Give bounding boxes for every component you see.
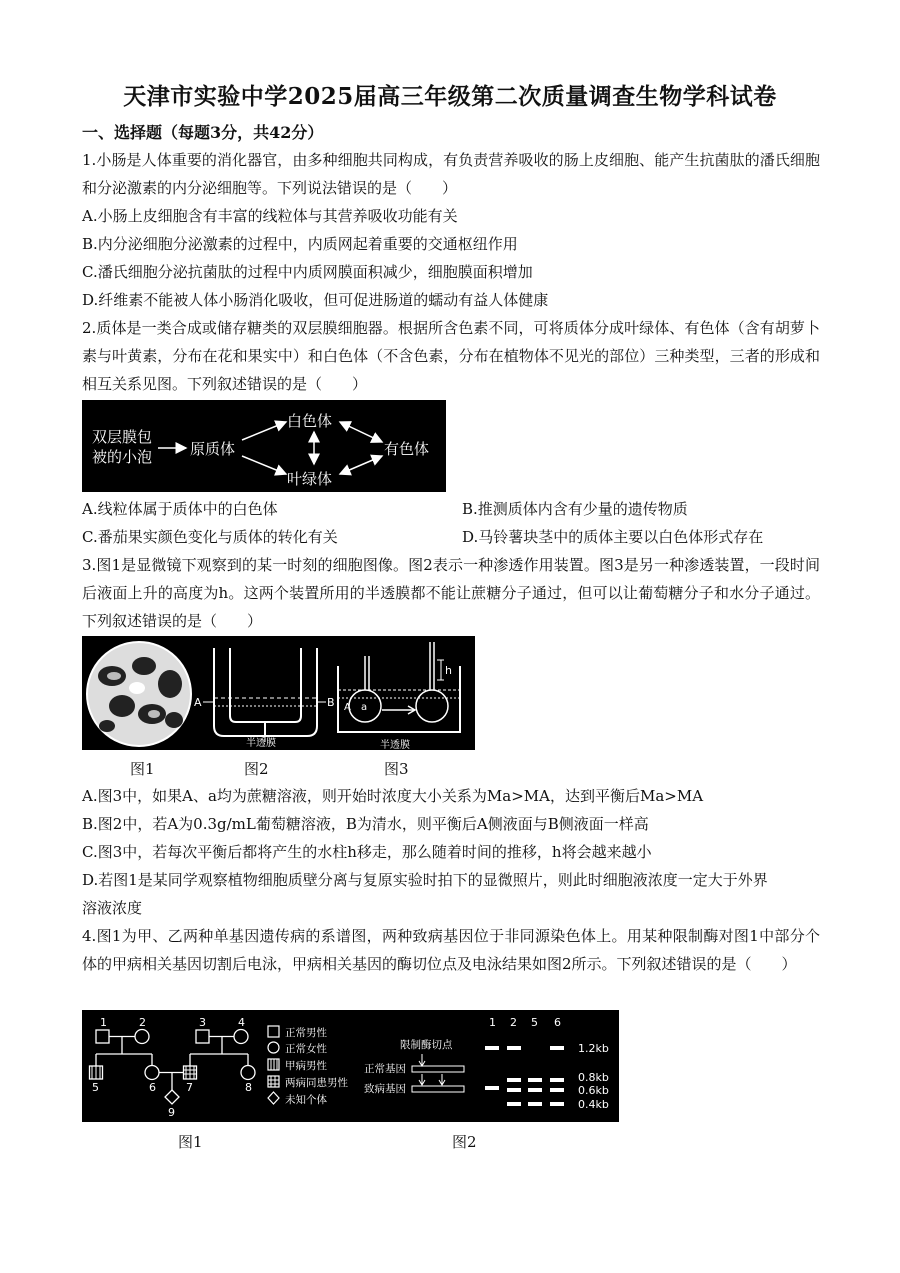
id-2: 2 [139, 1016, 146, 1029]
band-5-0.8kb [528, 1078, 542, 1082]
band-6-0.4kb [550, 1102, 564, 1106]
label-b-side: B [327, 696, 335, 709]
id-7: 7 [186, 1081, 193, 1094]
q2-option-b: B.推测质体内含有少量的遗传物质 [462, 500, 688, 518]
id-9: 9 [168, 1106, 175, 1119]
q2-option-a: A.线粒体属于质体中的白色体 [82, 500, 278, 518]
semipermeable-membrane-label-3: 半透膜 [380, 740, 410, 750]
q1-option-d: D.纤维素不能被人体小肠消化吸收，但可促进肠道的蠕动有益人体健康 [82, 291, 549, 309]
legend-unknown-individual: 未知个体 [285, 1094, 327, 1106]
band-5-0.4kb [528, 1102, 542, 1106]
arrow-proplastid-leucoplast [242, 422, 286, 440]
band-6-0.8kb [550, 1078, 564, 1082]
q2-plastid-figure [82, 400, 446, 492]
q1-option-c: C.潘氏细胞分泌抗菌肽的过程中内质网膜面积减少，细胞膜面积增加 [82, 263, 533, 281]
section-heading: 一、选择题（每题3分，共42分） [82, 123, 324, 142]
q3-fig2-caption: 图2 [244, 760, 269, 778]
q3-option-c: C.图3中，若每次平衡后都将产生的水柱h移走，那么随着时间的推移，h将会越来越小 [82, 843, 652, 861]
q3-stem: 3.图1是显微镜下观察到的某一时刻的细胞图像。图2表示一种渗透作用装置。图3是另一种渗透装置，一段时间后液面上升的高度为h。这两个装置所用的半透膜都不能让蔗糖分子通过，但可以让葡萄糖分子和水分子通过。下列叙述错误的是（ ） [82, 556, 820, 630]
gel-bands [485, 1046, 564, 1106]
semipermeable-membrane-label-2: 半透膜 [246, 738, 276, 749]
legend-both-diseases-male: 两病同患男性 [285, 1077, 348, 1089]
chloroplast-label: 叶绿体 [287, 470, 333, 488]
pedigree-legend [268, 1026, 348, 1106]
id-3: 3 [199, 1016, 206, 1029]
disease-gene-label: 致病基因 [364, 1083, 406, 1095]
microscope-cells-image [87, 642, 191, 746]
band-1-0.8kb [485, 1086, 499, 1090]
id-5: 5 [92, 1081, 99, 1094]
band-5-0.6kb [528, 1088, 542, 1092]
id-6: 6 [149, 1081, 156, 1094]
u-tube-device [214, 648, 317, 742]
restriction-site-label: 限制酶切点 [400, 1039, 453, 1051]
band-1-1.2kb [485, 1046, 499, 1050]
vesicle-label-2: 被的小泡 [92, 448, 153, 466]
restriction-site-map [364, 1038, 464, 1095]
q3-option-a: A.图3中，如果A、a均为蔗糖溶液，则开始时浓度大小关系为Ma>MA，达到平衡后Ma>MA [82, 787, 704, 805]
plastid-diagram [82, 400, 446, 492]
q4-stem: 4.图1为甲、乙两种单基因遗传病的系谱图，两种致病基因位于非同源染色体上。用某种限制酶对图1中部分个体的甲病相关基因切割后电泳，甲病相关基因的酶切位点及电泳结果如图2所示。下列叙述错误的是（ ） [82, 927, 820, 973]
q1-stem: 1.小肠是人体重要的消化器官，由多种细胞共同构成，有负责营养吸收的肠上皮细胞、能产生抗菌肽的潘氏细胞和分泌激素的内分泌细胞等。下列说法错误的是（ ） [82, 151, 820, 197]
id-8: 8 [245, 1081, 252, 1094]
q3-fig3-caption: 图3 [384, 760, 409, 778]
q4-fig2-caption: 图2 [452, 1133, 477, 1151]
q4-fig1-caption: 图1 [178, 1133, 203, 1151]
band-2-0.4kb [507, 1102, 521, 1106]
band-2-0.6kb [507, 1088, 521, 1092]
q3-fig1-caption: 图1 [130, 760, 155, 778]
q3-option-d-line2: 溶液浓度 [82, 899, 143, 917]
lane-label-6: 6 [554, 1016, 561, 1029]
size-0.4kb: 0.4kb [578, 1098, 609, 1111]
chromoplast-label: 有色体 [384, 440, 430, 458]
vesicle-label-1: 双层膜包 [92, 428, 153, 446]
label-a-side: A [194, 696, 202, 709]
q2-option-c: C.番茄果实颜色变化与质体的转化有关 [82, 528, 338, 546]
band-6-1.2kb [550, 1046, 564, 1050]
q1-option-a: A.小肠上皮细胞含有丰富的线粒体与其营养吸收功能有关 [82, 207, 458, 225]
q2-option-d: D.马铃薯块茎中的质体主要以白色体形式存在 [462, 528, 764, 546]
q3-option-b: B.图2中，若A为0.3g/mL葡萄糖溶液，B为清水，则平衡后A侧液面与B侧液面一样高 [82, 815, 649, 833]
arrow-chloroplast-chromoplast [340, 456, 382, 474]
band-2-0.8kb [507, 1078, 521, 1082]
pedigree-and-gel [82, 1010, 619, 1122]
proplastid-label: 原质体 [190, 440, 236, 458]
legend-normal-female: 正常女性 [285, 1043, 327, 1055]
label-h: h [445, 664, 452, 677]
lane-label-5: 5 [531, 1016, 538, 1029]
normal-gene-label: 正常基因 [364, 1063, 406, 1075]
label-a-beaker: A [344, 702, 351, 713]
size-0.6kb: 0.6kb [578, 1084, 609, 1097]
legend-disease-a-male: 甲病男性 [285, 1060, 327, 1072]
page-title: 天津市实验中学2025届高三年级第二次质量调查生物学科试卷 [123, 83, 777, 110]
id-1: 1 [100, 1016, 107, 1029]
band-2-1.2kb [507, 1046, 521, 1050]
id-4: 4 [238, 1016, 245, 1029]
size-0.8kb: 0.8kb [578, 1071, 609, 1084]
osmosis-diagram [82, 636, 475, 750]
label-a-funnel: a [361, 702, 368, 713]
electrophoresis-gel [485, 1016, 609, 1111]
legend-normal-male: 正常男性 [285, 1027, 327, 1039]
arrow-leucoplast-chromoplast [340, 422, 382, 442]
pedigree-chart [90, 1030, 256, 1105]
lane-label-2: 2 [510, 1016, 517, 1029]
q2-stem: 2.质体是一类合成或储存糖类的双层膜细胞器。根据所含色素不同，可将质体分成叶绿体、有色体（含有胡萝卜素与叶黄素，分布在花和果实中）和白色体（不含色素，分布在植物体不见光的部位）三种类型，三者的形成和相互关系见图。下列叙述错误的是（ ） [82, 319, 820, 393]
size-1.2kb: 1.2kb [578, 1042, 609, 1055]
q1-option-b: B.内分泌细胞分泌激素的过程中，内质网起着重要的交通枢纽作用 [82, 235, 518, 253]
q4-genetics-figure [82, 1010, 619, 1122]
lane-label-1: 1 [489, 1016, 496, 1029]
band-6-0.6kb [550, 1088, 564, 1092]
leucoplast-label: 白色体 [287, 412, 333, 430]
q3-option-d-line1: D.若图1是某同学观察植物细胞质壁分离与复原实验时拍下的显微照片，则此时细胞液浓度一定大于外界 [82, 871, 768, 889]
q3-osmosis-figure [82, 636, 475, 750]
beaker-funnel-device [338, 642, 460, 732]
arrow-proplastid-chloroplast [242, 456, 286, 474]
